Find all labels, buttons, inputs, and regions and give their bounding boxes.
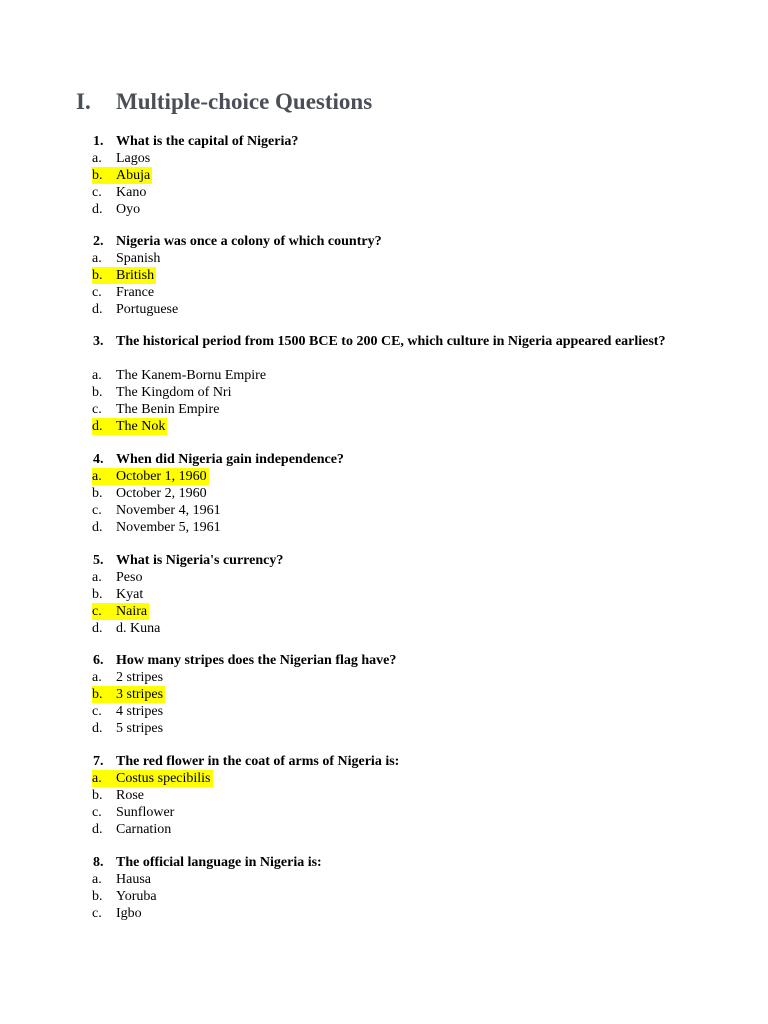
option-text: Igbo bbox=[116, 906, 142, 921]
option-text: Lagos bbox=[116, 151, 151, 166]
option-text: Peso bbox=[116, 570, 143, 585]
option-content bbox=[92, 384, 233, 401]
question-block bbox=[0, 333, 768, 435]
option-content bbox=[92, 770, 213, 787]
option-content bbox=[92, 720, 165, 737]
option-letter: c. bbox=[92, 185, 102, 200]
option-letter: a. bbox=[92, 368, 102, 383]
option-text: The Kingdom of Nri bbox=[116, 385, 232, 400]
question-title bbox=[0, 133, 676, 150]
answer-option bbox=[0, 367, 768, 384]
option-letter: a. bbox=[92, 469, 102, 484]
answer-option bbox=[0, 703, 768, 720]
option-text: The Kanem-Bornu Empire bbox=[116, 368, 267, 383]
option-text: Hausa bbox=[116, 872, 151, 887]
question-number: 5. bbox=[93, 553, 104, 568]
answer-option bbox=[0, 301, 768, 318]
answer-option bbox=[0, 401, 768, 418]
question-title bbox=[0, 552, 676, 569]
question-text: The official language in Nigeria is: bbox=[116, 855, 322, 870]
option-letter: b. bbox=[92, 587, 103, 602]
option-letter: b. bbox=[92, 168, 103, 183]
question-text: The red flower in the coat of arms of Nigeria is: bbox=[116, 754, 400, 769]
answer-option-highlighted bbox=[0, 167, 768, 184]
option-letter: c. bbox=[92, 906, 102, 921]
option-letter: c. bbox=[92, 402, 102, 417]
option-letter: b. bbox=[92, 385, 103, 400]
option-content bbox=[92, 603, 149, 620]
option-content bbox=[92, 905, 144, 922]
option-text: Abuja bbox=[116, 168, 151, 183]
question-block bbox=[0, 451, 768, 536]
option-letter: d. bbox=[92, 822, 103, 837]
answer-option bbox=[0, 384, 768, 401]
question-text: Nigeria was once a colony of which country? bbox=[116, 234, 382, 249]
option-letter: a. bbox=[92, 670, 102, 685]
option-content bbox=[92, 201, 142, 218]
question-text: How many stripes does the Nigerian flag have? bbox=[116, 653, 397, 668]
option-letter: b. bbox=[92, 486, 103, 501]
option-text: 3 stripes bbox=[116, 687, 164, 702]
option-text: d. Kuna bbox=[116, 621, 161, 636]
question-title bbox=[0, 451, 676, 468]
option-text: October 1, 1960 bbox=[116, 469, 207, 484]
option-text: Rose bbox=[116, 788, 144, 803]
option-content bbox=[92, 586, 145, 603]
answer-option-highlighted bbox=[0, 468, 768, 485]
option-text: Portuguese bbox=[116, 302, 179, 317]
option-text: 2 stripes bbox=[116, 670, 164, 685]
option-content bbox=[92, 184, 148, 201]
option-content bbox=[92, 167, 152, 184]
answer-option bbox=[0, 720, 768, 737]
option-content bbox=[92, 468, 209, 485]
option-text: November 5, 1961 bbox=[116, 520, 221, 535]
option-letter: a. bbox=[92, 872, 102, 887]
answer-option bbox=[0, 184, 768, 201]
option-content bbox=[92, 150, 152, 167]
answer-option bbox=[0, 519, 768, 536]
question-text: The historical period from 1500 BCE to 200 CE, which culture in Nigeria appeared earliest? bbox=[116, 334, 666, 349]
option-letter: d. bbox=[92, 721, 103, 736]
option-text: Costus specibilis bbox=[116, 771, 211, 786]
answer-option bbox=[0, 821, 768, 838]
option-text: Spanish bbox=[116, 251, 161, 266]
option-text: Sunflower bbox=[116, 805, 175, 820]
question-title bbox=[0, 854, 676, 871]
answer-option-highlighted bbox=[0, 267, 768, 284]
option-content bbox=[92, 250, 162, 267]
option-text: British bbox=[116, 268, 155, 283]
question-number: 2. bbox=[93, 234, 104, 249]
option-content bbox=[92, 821, 173, 838]
option-text: The Benin Empire bbox=[116, 402, 220, 417]
question-block bbox=[0, 753, 768, 838]
option-letter: a. bbox=[92, 570, 102, 585]
option-content bbox=[92, 888, 159, 905]
question-block bbox=[0, 854, 768, 922]
option-content bbox=[92, 401, 221, 418]
answer-option bbox=[0, 787, 768, 804]
option-content bbox=[92, 502, 223, 519]
option-text: Oyo bbox=[116, 202, 141, 217]
question-title bbox=[0, 652, 676, 669]
question-block bbox=[0, 552, 768, 637]
option-letter: d. bbox=[92, 520, 103, 535]
option-text: Kyat bbox=[116, 587, 144, 602]
option-content bbox=[92, 686, 165, 703]
question-block bbox=[0, 233, 768, 318]
option-letter: a. bbox=[92, 251, 102, 266]
option-text: 5 stripes bbox=[116, 721, 164, 736]
option-content bbox=[92, 703, 165, 720]
answer-option bbox=[0, 620, 768, 637]
option-letter: d. bbox=[92, 202, 103, 217]
option-letter: c. bbox=[92, 805, 102, 820]
option-letter: a. bbox=[92, 151, 102, 166]
answer-option bbox=[0, 888, 768, 905]
answer-option bbox=[0, 250, 768, 267]
option-content bbox=[92, 418, 167, 435]
option-letter: b. bbox=[92, 889, 103, 904]
answer-option bbox=[0, 284, 768, 301]
answer-option-highlighted bbox=[0, 686, 768, 703]
option-text: France bbox=[116, 285, 155, 300]
section-number: I. bbox=[76, 89, 91, 114]
option-content bbox=[92, 367, 268, 384]
option-letter: a. bbox=[92, 771, 102, 786]
option-letter: c. bbox=[92, 503, 102, 518]
question-number: 1. bbox=[93, 134, 104, 149]
option-content bbox=[92, 620, 162, 637]
answer-option bbox=[0, 669, 768, 686]
option-letter: d. bbox=[92, 621, 103, 636]
answer-option bbox=[0, 150, 768, 167]
question-text: What is Nigeria's currency? bbox=[116, 553, 284, 568]
option-text: Naira bbox=[116, 604, 148, 619]
question-block bbox=[0, 133, 768, 218]
option-content bbox=[92, 485, 209, 502]
question-title bbox=[0, 233, 676, 250]
answer-option bbox=[0, 569, 768, 586]
option-content bbox=[92, 569, 144, 586]
answer-option bbox=[0, 201, 768, 218]
answer-option bbox=[0, 586, 768, 603]
option-text: The Nok bbox=[116, 419, 166, 434]
section-heading bbox=[76, 86, 372, 118]
answer-option bbox=[0, 485, 768, 502]
option-content bbox=[92, 284, 156, 301]
option-letter: d. bbox=[92, 419, 103, 434]
option-letter: c. bbox=[92, 285, 102, 300]
question-number: 7. bbox=[93, 754, 104, 769]
answer-option-highlighted bbox=[0, 770, 768, 787]
option-letter: c. bbox=[92, 604, 102, 619]
answer-option bbox=[0, 905, 768, 922]
option-content bbox=[92, 519, 223, 536]
option-content bbox=[92, 267, 156, 284]
question-text: What is the capital of Nigeria? bbox=[116, 134, 299, 149]
question-number: 8. bbox=[93, 855, 104, 870]
question-number: 4. bbox=[93, 452, 104, 467]
option-content bbox=[92, 301, 180, 318]
option-text: November 4, 1961 bbox=[116, 503, 221, 518]
answer-option bbox=[0, 871, 768, 888]
option-text: 4 stripes bbox=[116, 704, 164, 719]
option-letter: b. bbox=[92, 687, 103, 702]
option-letter: b. bbox=[92, 788, 103, 803]
question-title bbox=[0, 333, 676, 367]
option-text: October 2, 1960 bbox=[116, 486, 207, 501]
option-text: Carnation bbox=[116, 822, 172, 837]
section-title: Multiple-choice Questions bbox=[116, 89, 373, 114]
answer-option-highlighted bbox=[0, 603, 768, 620]
option-letter: b. bbox=[92, 268, 103, 283]
answer-option-highlighted bbox=[0, 418, 768, 435]
option-content bbox=[92, 871, 153, 888]
answer-option bbox=[0, 502, 768, 519]
option-letter: c. bbox=[92, 704, 102, 719]
question-number: 6. bbox=[93, 653, 104, 668]
option-text: Yoruba bbox=[116, 889, 157, 904]
option-content bbox=[92, 804, 176, 821]
question-number: 3. bbox=[93, 334, 104, 349]
answer-option bbox=[0, 804, 768, 821]
option-content bbox=[92, 787, 146, 804]
option-text: Kano bbox=[116, 185, 147, 200]
question-block bbox=[0, 652, 768, 737]
question-text: When did Nigeria gain independence? bbox=[116, 452, 344, 467]
question-title bbox=[0, 753, 676, 770]
option-letter: d. bbox=[92, 302, 103, 317]
option-content bbox=[92, 669, 165, 686]
